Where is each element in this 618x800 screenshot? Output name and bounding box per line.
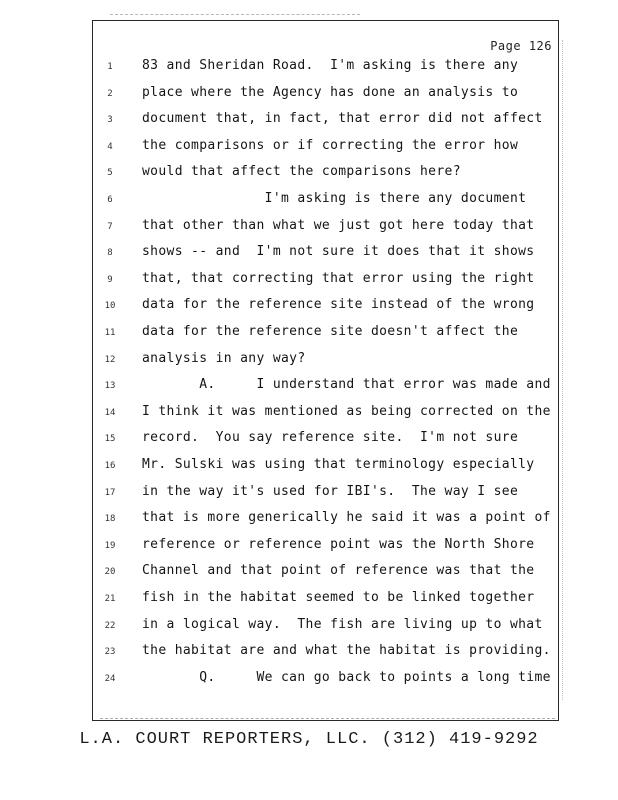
line-text: that is more generically he said it was a point of — [142, 510, 551, 526]
line-number: 3 — [107, 115, 113, 126]
line-number: 8 — [107, 248, 113, 259]
transcript-line — [0, 297, 618, 324]
line-number: 11 — [104, 328, 116, 338]
line-text: record. You say reference site. I'm not sure — [142, 430, 519, 446]
transcript-line — [0, 670, 618, 697]
transcript-line — [0, 457, 618, 484]
line-number: 15 — [104, 434, 116, 445]
transcript-line — [0, 85, 618, 112]
line-number: 6 — [107, 195, 113, 205]
transcript-line — [0, 111, 618, 138]
line-text: fish in the habitat seemed to be linked together — [142, 590, 535, 605]
transcript-line — [0, 138, 618, 165]
line-text: the habitat are and what the habitat is providing. — [142, 643, 551, 659]
court-reporter-footer: L.A. COURT REPORTERS, LLC. (312) 419-9292 — [79, 730, 539, 749]
transcript-line — [0, 191, 618, 218]
transcript-line — [0, 377, 618, 404]
transcript-line — [0, 404, 618, 431]
line-text: A. I understand that error was made and — [142, 377, 551, 393]
line-number: 19 — [104, 540, 116, 551]
line-number: 21 — [104, 594, 116, 604]
line-text: Channel and that point of reference was that the — [142, 563, 535, 579]
transcript-line — [0, 244, 618, 271]
line-text: in a logical way. The fish are living up to what — [142, 616, 543, 632]
transcript-line — [0, 484, 618, 511]
line-text: Mr. Sulski was using that terminology especially — [142, 457, 535, 472]
transcript-line — [0, 537, 618, 564]
transcript-line — [0, 643, 618, 670]
line-number: 23 — [104, 647, 116, 658]
line-text: in the way it's used for IBI's. The way I see — [142, 483, 519, 499]
transcript-line — [0, 510, 618, 537]
transcript-line — [0, 617, 618, 644]
transcript-line — [0, 430, 618, 457]
line-number: 2 — [107, 88, 113, 99]
line-text: Q. We can go back to points a long time — [142, 669, 551, 685]
line-text: that, that correcting that error using the right — [142, 270, 535, 286]
line-text: I think it was mentioned as being corrected on the — [142, 403, 551, 419]
top-edge-mark — [110, 14, 360, 19]
line-number: 7 — [107, 221, 113, 232]
line-text: place where the Agency has done an analysis to — [142, 84, 519, 100]
transcript-line — [0, 351, 618, 378]
line-number: 14 — [104, 407, 116, 418]
bottom-edge-mark — [100, 718, 555, 723]
line-text: that other than what we just got here today that — [142, 217, 535, 233]
line-number: 24 — [104, 673, 116, 684]
transcript-line — [0, 218, 618, 245]
transcript-line — [0, 324, 618, 351]
line-text: would that affect the comparisons here? — [142, 164, 461, 180]
line-text: the comparisons or if correcting the error how — [142, 137, 519, 153]
line-number: 5 — [107, 168, 113, 179]
line-number: 18 — [104, 514, 116, 525]
line-text: shows -- and I'm not sure it does that it shows — [142, 244, 535, 260]
line-number: 10 — [104, 301, 116, 312]
transcript-line — [0, 58, 618, 85]
line-number: 22 — [104, 620, 116, 631]
line-number: 17 — [104, 487, 116, 498]
line-text: data for the reference site doesn't affect the — [142, 324, 519, 339]
line-number: 16 — [104, 461, 116, 471]
page-number-label: Page 126 — [490, 39, 552, 53]
line-number: 20 — [104, 567, 116, 578]
transcript-line — [0, 164, 618, 191]
line-text: analysis in any way? — [142, 350, 306, 366]
line-number: 1 — [107, 62, 113, 72]
line-text: reference or reference point was the North Shore — [142, 536, 535, 552]
line-number: 4 — [107, 141, 113, 152]
line-text: 83 and Sheridan Road. I'm asking is there any — [142, 58, 519, 73]
line-number: 9 — [107, 274, 113, 285]
transcript-line — [0, 271, 618, 298]
line-number: 12 — [104, 354, 116, 365]
line-text: document that, in fact, that error did not affect — [142, 111, 543, 127]
transcript-line — [0, 563, 618, 590]
line-text: data for the reference site instead of the wrong — [142, 297, 535, 313]
transcript-line — [0, 590, 618, 617]
line-text: I'm asking is there any document — [142, 191, 527, 206]
line-number: 13 — [104, 381, 116, 392]
